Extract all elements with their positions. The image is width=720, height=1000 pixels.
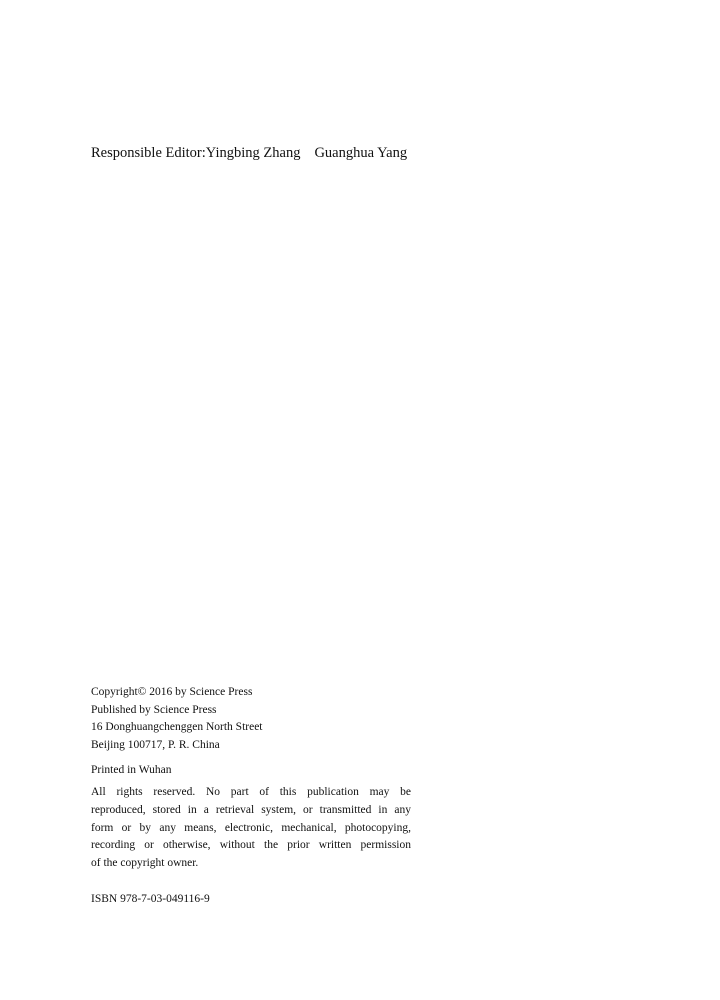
responsible-editor-line — [91, 145, 407, 162]
address-line: 16 Donghuangchenggen North Street — [91, 721, 263, 733]
rights-line: recording or otherwise, without the prior written permission — [91, 839, 411, 852]
editor-label: Responsible Editor: — [91, 145, 206, 161]
rights-line: of the copyright owner. — [91, 857, 199, 870]
editor-name-2: Guanghua Yang — [314, 145, 408, 161]
publisher-line: Published by Science Press — [91, 703, 217, 716]
isbn: ISBN 978-7-03-049116-9 — [91, 893, 210, 905]
rights-line: form or by any means, electronic, mechanical, photocopying, — [91, 821, 411, 834]
city-line: Beijing 100717, P. R. China — [91, 738, 220, 751]
rights-paragraph — [91, 784, 411, 873]
printed-in-line: Printed in Wuhan — [91, 764, 172, 776]
editor-name-1: Yingbing Zhang — [205, 145, 301, 161]
rights-line: reproduced, stored in a retrieval system, or transmitted in any — [91, 803, 411, 816]
rights-line: All rights reserved. No part of this publication may be — [91, 786, 411, 798]
copyright-block — [91, 684, 411, 754]
copyright-line: Copyright© 2016 by Science Press — [91, 686, 253, 698]
